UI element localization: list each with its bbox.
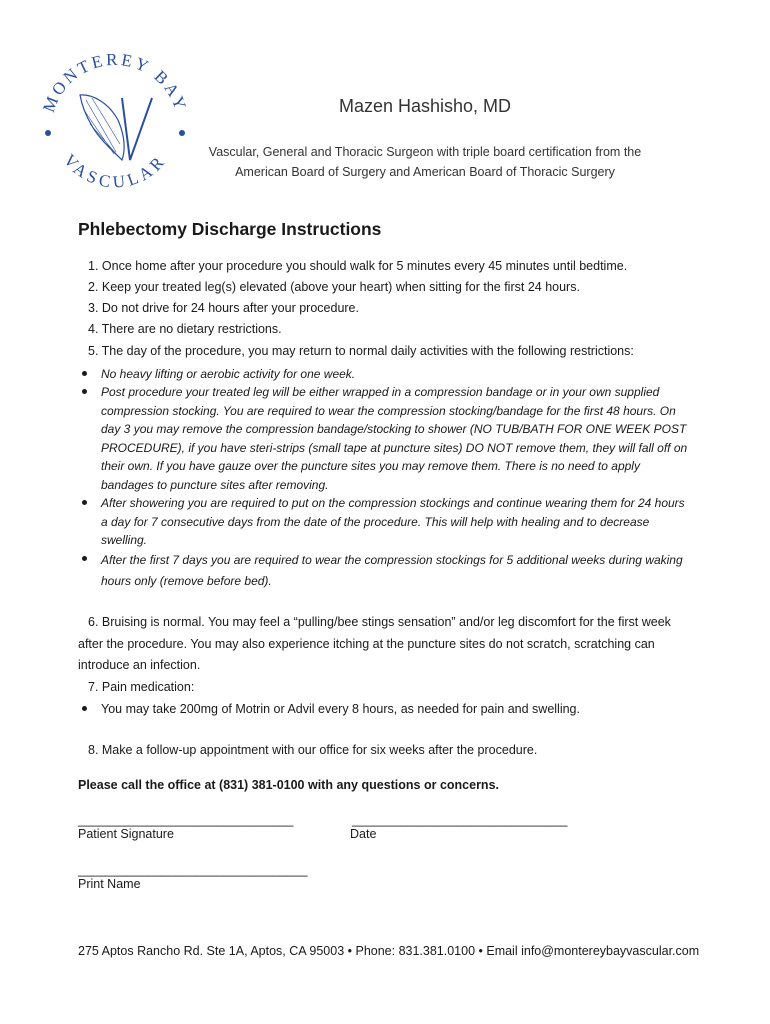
bullet-icon bbox=[82, 371, 87, 376]
bullet-icon bbox=[82, 500, 87, 505]
date-label: Date bbox=[350, 827, 377, 841]
item-7: 7. Pain medication: bbox=[88, 680, 195, 694]
list-item: 3. Do not drive for 24 hours after your procedure. bbox=[88, 301, 359, 315]
date-line: _______________________________ bbox=[352, 813, 568, 827]
patient-signature-label: Patient Signature bbox=[78, 827, 174, 841]
bullet-icon bbox=[82, 706, 87, 711]
list-item: 4. There are no dietary restrictions. bbox=[88, 322, 282, 336]
list-item: 5. The day of the procedure, you may return to normal daily activities with the following restrictions: bbox=[88, 344, 634, 358]
list-item: You may take 200mg of Motrin or Advil every 8 hours, as needed for pain and swelling. bbox=[78, 700, 688, 719]
tagline-line: Vascular, General and Thoracic Surgeon with triple board certification from the bbox=[208, 145, 642, 159]
print-name-line: _________________________________ bbox=[78, 863, 308, 877]
bullet-icon bbox=[82, 389, 87, 394]
butterfly-wing-icon bbox=[80, 95, 152, 160]
restriction-item: After the first 7 days you are required to wear the compression stockings for 5 additional weeks during waking hours only (remove before bed). bbox=[78, 550, 688, 592]
monterey-bay-vascular-logo bbox=[30, 40, 200, 200]
doctor-name: Mazen Hashisho, MD bbox=[338, 96, 512, 116]
print-name-label: Print Name bbox=[78, 877, 141, 891]
tagline bbox=[196, 142, 654, 182]
footer-contact: 275 Aptos Rancho Rd. Ste 1A, Aptos, CA 95003 • Phone: 831.381.0100 • Email info@montereybayvascular.com bbox=[78, 944, 700, 958]
list-item: 2. Keep your treated leg(s) elevated (above your heart) when sitting for the first 24 hours. bbox=[88, 280, 580, 294]
item-8: 8. Make a follow-up appointment with our office for six weeks after the procedure. bbox=[88, 743, 538, 757]
restriction-item: Post procedure your treated leg will be either wrapped in a compression bandage or in your own supplied compression stocking. You are required to wear the compression stocking/bandage for the first 48 hours. On day 3 you may remove the compression bandage/stocking to shower (NO TUB/BATH FOR ONE WEEK POST PROCEDURE), if you have steri-strips (small tape at puncture sites) DO NOT remove them, they will fall off on their own. If you have gauze over the puncture sites you may remove them. There is no need to apply bandages to puncture sites after removing. bbox=[78, 383, 688, 494]
item-6: 6. Bruising is normal. You may feel a “pulling/bee stings sensation” and/or leg discomfort for the first week after the procedure. You may also experience itching at the puncture sites do not scratch, scratching can introduce an infection. bbox=[78, 615, 671, 672]
restriction-item: No heavy lifting or aerobic activity for one week. bbox=[78, 365, 688, 384]
svg-text:MONTEREY BAY: MONTEREY BAY bbox=[39, 49, 191, 115]
restriction-item: After showering you are required to put on the compression stockings and continue wearing them for 24 hours a day for 7 consecutive days from the date of the procedure. This will help with healing and to decrease swelling. bbox=[78, 494, 688, 550]
call-office-note: Please call the office at (831) 381-0100 with any questions or concerns. bbox=[78, 778, 499, 792]
page-title: Phlebectomy Discharge Instructions bbox=[78, 219, 382, 239]
list-item: 1. Once home after your procedure you should walk for 5 minutes every 45 minutes until bedtime. bbox=[88, 259, 628, 273]
tagline-line: American Board of Surgery and American Board of Thoracic Surgery bbox=[235, 165, 615, 179]
signature-line: _______________________________ bbox=[78, 813, 294, 827]
bullet-icon bbox=[82, 556, 87, 561]
svg-text:VASCULAR: VASCULAR bbox=[59, 150, 171, 192]
